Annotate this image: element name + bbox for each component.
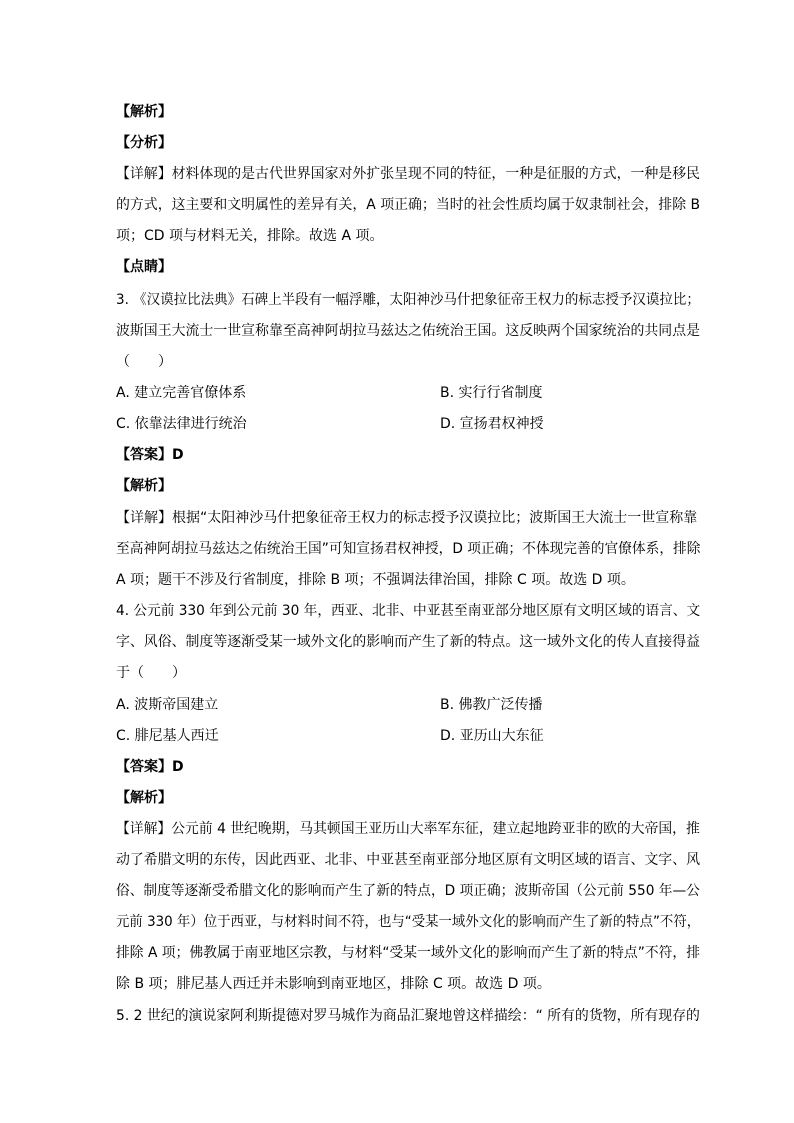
question-5-stem: 5. 2 世纪的演说家阿利斯提德对罗马城作为商品汇聚地曾这样描绘：“ 所有的货物，所有现存的 (116, 1008, 700, 1024)
analysis-heading: 【解析】 (116, 104, 172, 120)
q4-detail-line: 俗、制度等逐渐受希腊文化的影响而产生了新的特点，D 项正确；波斯帝国（公元前 550 年—公 (116, 883, 700, 899)
question-4-stem: 字、风俗、制度等逐渐受某一域外文化的影响而产生了新的特点。这一域外文化的传人直接得益 (116, 634, 700, 650)
q3-option-a: A. 建立完善官僚体系 (116, 385, 247, 401)
fenxi-heading: 【分析】 (116, 135, 172, 151)
dianjing-heading: 【点睛】 (116, 259, 172, 275)
q4-detail-line: 【详解】公元前 4 世纪晚期，马其顿国王亚历山大率军东征，建立起地跨亚非的欧的大帝国，推 (116, 821, 700, 837)
question-3-stem: 波斯国王大流士一世宣称靠至高神阿胡拉马兹达之佑统治王国。这反映两个国家统治的共同点是 (116, 323, 700, 339)
q3-detail-line: A 项；题干不涉及行省制度，排除 B 项；不强调法律治国，排除 C 项。故选 D 项。 (116, 572, 635, 588)
q4-option-b: B. 佛教广泛传播 (440, 697, 543, 713)
q3-option-c: C. 依靠法律进行统治 (116, 416, 247, 432)
q3-analysis-heading: 【解析】 (116, 478, 172, 494)
q3-option-d: D. 宣扬君权神授 (440, 416, 544, 432)
q4-analysis-heading: 【解析】 (116, 790, 172, 806)
q3-option-b: B. 实行行省制度 (440, 385, 543, 401)
question-3-stem: （ ） (116, 354, 172, 370)
q3-answer: 【答案】D (116, 447, 184, 463)
detail-line: 的方式，这主要和文明属性的差异有关，A 项正确；当时的社会性质均属于奴隶制社会，排除 B (116, 197, 701, 213)
q3-detail-line: 【详解】根据“太阳神沙马什把象征帝王权力的标志授予汉谟拉比；波斯国王大流士一世宣称靠 (116, 510, 698, 526)
q4-detail-line: 动了希腊文明的东传，因此西亚、北非、中亚甚至南亚部分地区原有文明区域的语言、文字、风 (116, 852, 700, 868)
detail-line: 【详解】材料体现的是古代世界国家对外扩张呈现不同的特征，一种是征服的方式，一种是移民 (116, 166, 700, 182)
question-4-stem: 于（ ） (116, 665, 186, 681)
q4-detail-line: 元前 330 年）位于西亚，与材料时间不符，也与“受某一域外文化的影响而产生了新的特点”不符， (116, 914, 701, 930)
detail-line: 项；CD 项与材料无关，排除。故选 A 项。 (116, 228, 384, 244)
q4-option-a: A. 波斯帝国建立 (116, 697, 219, 713)
q4-option-d: D. 亚历山大东征 (440, 728, 544, 744)
question-4-stem: 4. 公元前 330 年到公元前 30 年，西亚、北非、中亚甚至南亚部分地区原有文明区域的语言、文 (116, 603, 701, 619)
question-3-stem: 3. 《汉谟拉比法典》石碑上半段有一幅浮雕，太阳神沙马什把象征帝王权力的标志授予汉谟拉比； (116, 292, 700, 308)
q4-answer: 【答案】D (116, 759, 184, 775)
q4-detail-line: 除 B 项；腓尼基人西迁并未影响到南亚地区，排除 C 项。故选 D 项。 (116, 976, 551, 992)
q4-option-c: C. 腓尼基人西迁 (116, 728, 219, 744)
q3-detail-line: 至高神阿胡拉马兹达之佑统治王国”可知宣扬君权神授，D 项正确；不体现完善的官僚体系，排除 (116, 541, 701, 557)
q4-detail-line: 排除 A 项；佛教属于南亚地区宗教，与材料“受某一域外文化的影响而产生了新的特点”不符，排 (116, 945, 700, 961)
